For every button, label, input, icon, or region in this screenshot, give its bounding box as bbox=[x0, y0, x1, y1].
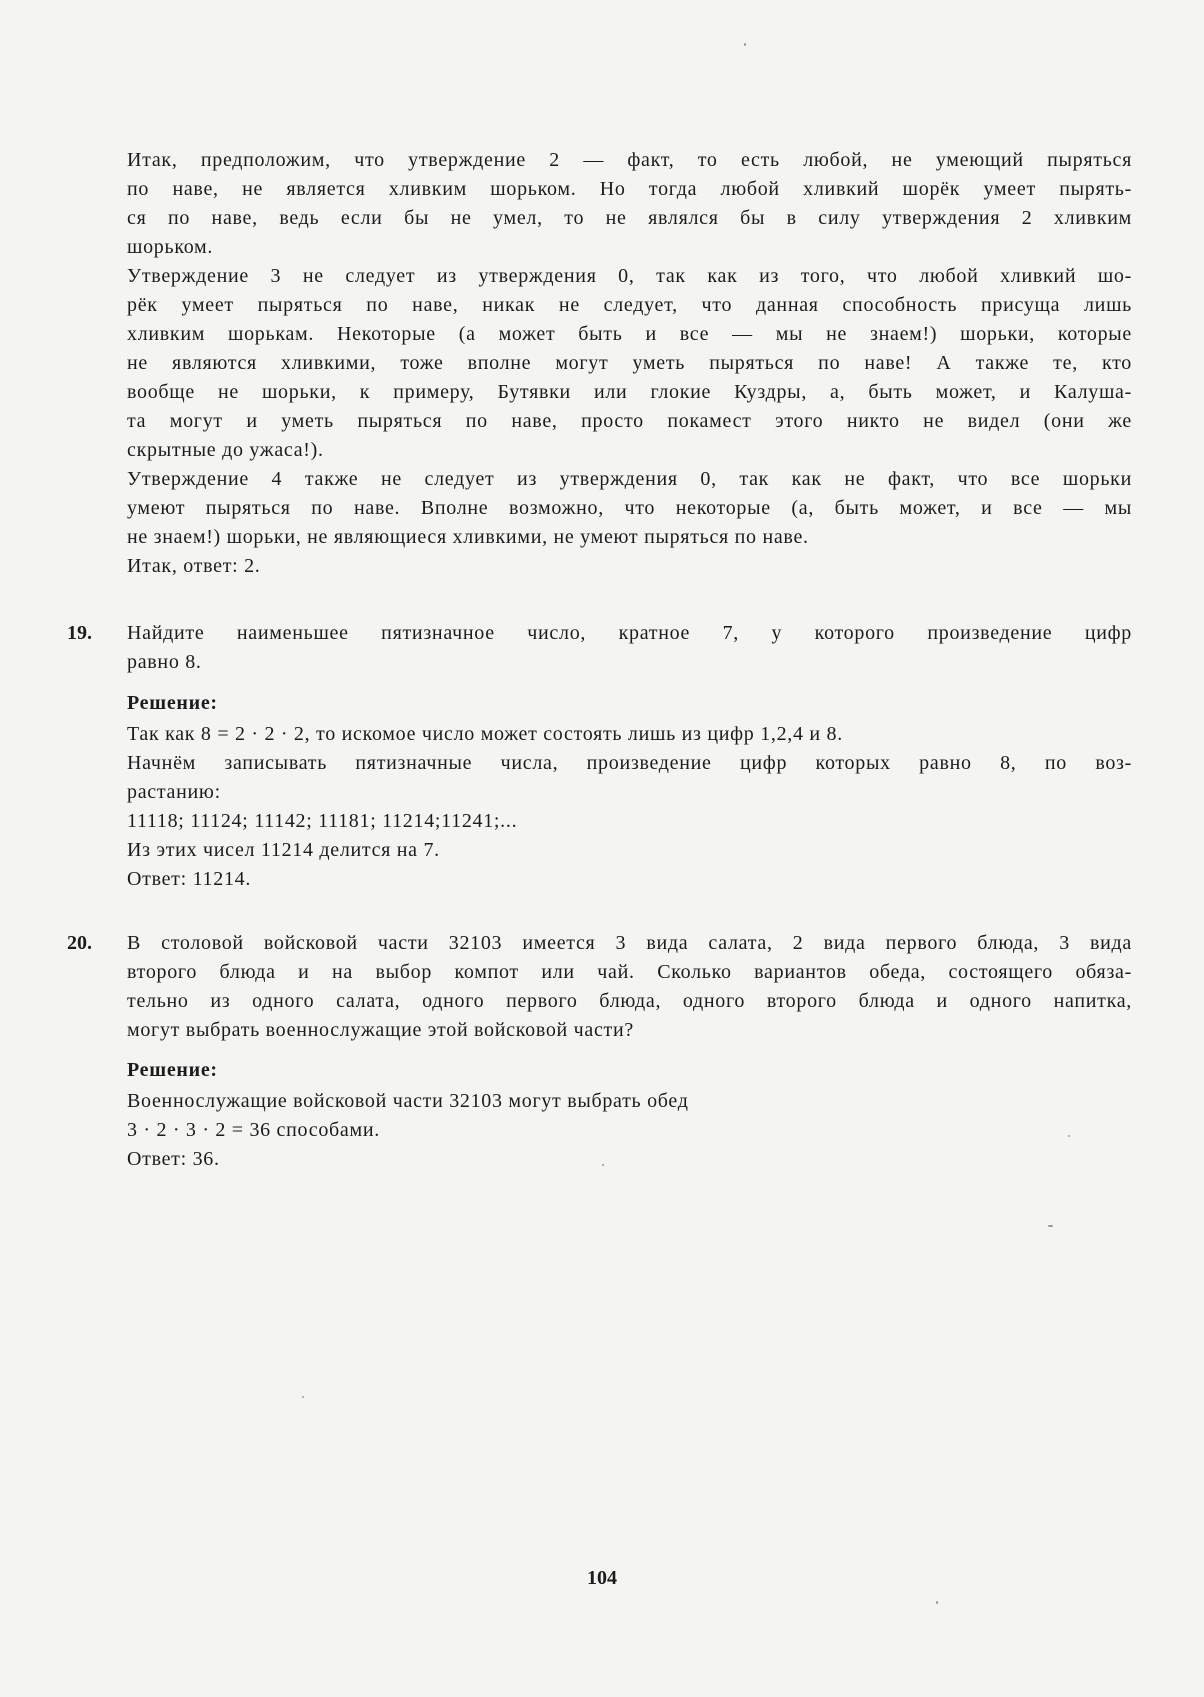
solution-heading: Решение: bbox=[127, 1059, 218, 1081]
text-line: Утверждение 4 также не следует из утверждения 0, так как не факт, что все шорьки bbox=[127, 468, 1132, 490]
intro-answer: Итак, ответ: 2. bbox=[127, 555, 261, 577]
scan-speck bbox=[1048, 1225, 1053, 1227]
problem-20-solution bbox=[127, 1056, 1132, 1174]
problem-20-number: 20. bbox=[67, 932, 92, 954]
text-line: Из этих чисел 11214 делится на 7. bbox=[127, 839, 440, 861]
scan-speck bbox=[936, 1601, 938, 1604]
text-line: 3 · 2 · 3 · 2 = 36 способами. bbox=[127, 1119, 380, 1141]
text-line: В столовой войсковой части 32103 имеется 3 вида салата, 2 вида первого блюда, 3 вида bbox=[127, 932, 1132, 954]
text-line: та могут и уметь пыряться по наве, просто покамест этого никто не видел (они же bbox=[127, 410, 1132, 432]
text-line: Утверждение 3 не следует из утверждения 0, так как из того, что любой хливкий шо- bbox=[127, 265, 1132, 287]
text-line: 11118; 11124; 11142; 11181; 11214;11241;... bbox=[127, 810, 518, 832]
text-line: могут выбрать военнослужащие этой войсковой части? bbox=[127, 1019, 634, 1041]
problem-19-number: 19. bbox=[67, 622, 92, 644]
answer-line: Ответ: 36. bbox=[127, 1148, 220, 1170]
text-line: не знаем!) шорьки, не являющиеся хливкими, не умеют пыряться по наве. bbox=[127, 526, 809, 548]
scan-speck bbox=[602, 1164, 604, 1166]
scan-speck bbox=[744, 43, 746, 46]
intro-paragraph-1 bbox=[127, 146, 1132, 262]
scan-speck bbox=[302, 1396, 304, 1398]
intro-paragraph-3 bbox=[127, 465, 1132, 581]
text-line: шорьком. bbox=[127, 236, 214, 258]
answer-line: Ответ: 11214. bbox=[127, 868, 252, 890]
text-line: тельно из одного салата, одного первого блюда, одного второго блюда и одного напитка, bbox=[127, 990, 1132, 1012]
text-line: скрытные до ужаса!). bbox=[127, 439, 324, 461]
text-line: второго блюда и на выбор компот или чай. Сколько вариантов обеда, состоящего обяза- bbox=[127, 961, 1132, 983]
text-line: по наве, не является хливким шорьком. Но тогда любой хливкий шорёк умеет пырять- bbox=[127, 178, 1132, 200]
solution-heading: Решение: bbox=[127, 692, 218, 714]
text-line: Так как 8 = 2 · 2 · 2, то искомое число может состоять лишь из цифр 1,2,4 и 8. bbox=[127, 723, 843, 745]
text-line: не являются хливкими, тоже вполне могут уметь пыряться по наве! А также те, кто bbox=[127, 352, 1132, 374]
intro-paragraph-2 bbox=[127, 262, 1132, 465]
problem-19-statement bbox=[127, 619, 1132, 677]
scan-speck bbox=[1068, 1135, 1070, 1137]
text-line: вообще не шорьки, к примеру, Бутявки или глокие Куздры, а, быть может, и Калуша- bbox=[127, 381, 1132, 403]
text-line: хливким шорькам. Некоторые (а может быть и все — мы не знаем!) шорьки, которые bbox=[127, 323, 1132, 345]
text-line: Итак, предположим, что утверждение 2 — факт, то есть любой, не умеющий пыряться bbox=[127, 149, 1132, 171]
text-line: Начнём записывать пятизначные числа, произведение цифр которых равно 8, по воз- bbox=[127, 752, 1132, 774]
text-line: рёк умеет пыряться по наве, никак не следует, что данная способность присуща лишь bbox=[127, 294, 1132, 316]
text-line: Найдите наименьшее пятизначное число, кратное 7, у которого произведение цифр bbox=[127, 622, 1132, 644]
text-line: умеют пыряться по наве. Вполне возможно, что некоторые (а, быть может, и все — мы bbox=[127, 497, 1132, 519]
text-line: равно 8. bbox=[127, 651, 202, 673]
text-line: ся по наве, ведь если бы не умел, то не являлся бы в силу утверждения 2 хливким bbox=[127, 207, 1132, 229]
page-number: 104 bbox=[587, 1567, 617, 1589]
problem-20-statement bbox=[127, 929, 1132, 1045]
text-line: Военнослужащие войсковой части 32103 могут выбрать обед bbox=[127, 1090, 689, 1112]
problem-19-solution bbox=[127, 689, 1132, 894]
text-line: растанию: bbox=[127, 781, 221, 803]
